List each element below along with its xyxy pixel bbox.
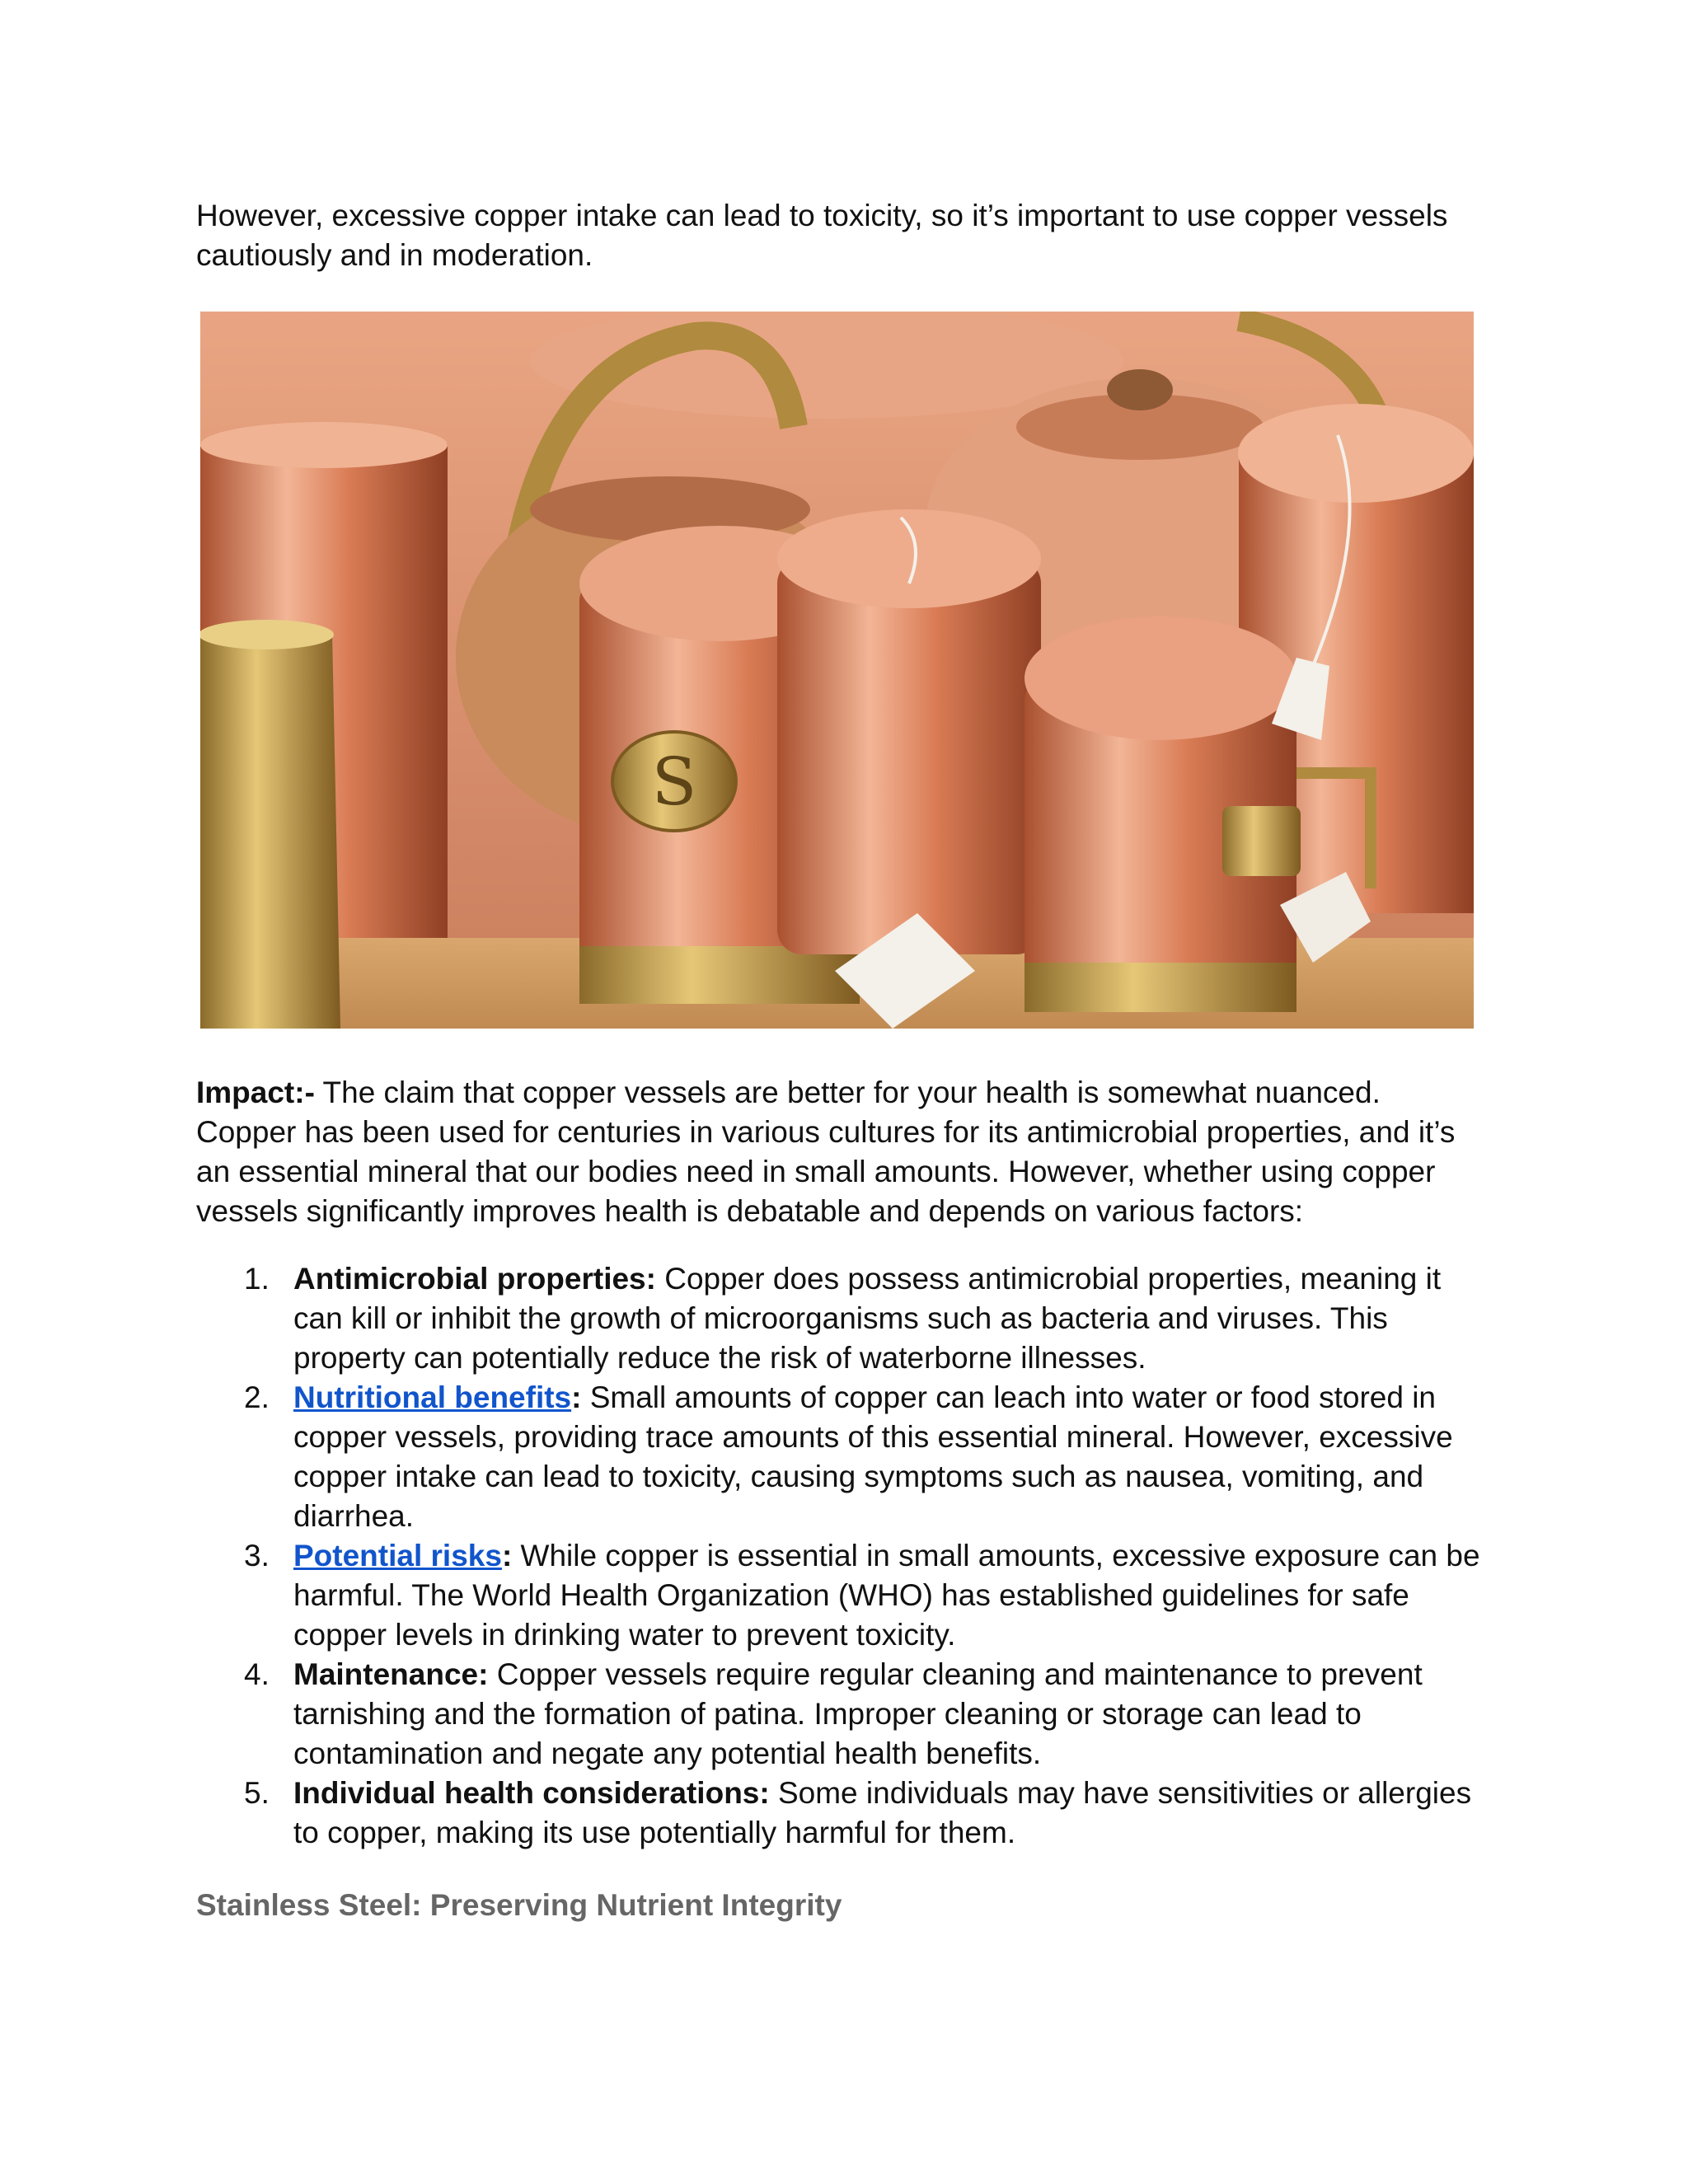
intro-paragraph: However, excessive copper intake can lead to toxicity, so it’s important to use copper vessels cautiously and in moderation. <box>196 199 1448 272</box>
list-item-colon: : <box>501 1539 513 1572</box>
list-item <box>196 1536 1486 1655</box>
list-item <box>196 1774 1486 1853</box>
list-number: 2. <box>244 1380 270 1414</box>
list-number: 1. <box>244 1262 270 1296</box>
list-item-text: While copper is essential in small amounts, excessive exposure can be harmful. The World Health Organization (WHO) has established guidelines for safe copper levels in drinking water to prevent toxicity. <box>293 1539 1480 1652</box>
list-item-text: Small amounts of copper can leach into water or food stored in copper vessels, providing trace amounts of this essential mineral. However, excessive copper intake can lead to toxicity, causing symptoms such as nausea, vomiting, and diarrhea. <box>293 1380 1453 1533</box>
list-item-title: Maintenance: <box>293 1657 489 1691</box>
nutritional-benefits-link[interactable]: Nutritional benefits <box>293 1380 572 1414</box>
list-item <box>196 1655 1486 1774</box>
impact-paragraph <box>196 1073 1486 1231</box>
list-item <box>196 1259 1486 1378</box>
list-number: 3. <box>244 1539 270 1572</box>
list-item-text: Copper does possess antimicrobial properties, meaning it can kill or inhibit the growth of microorganisms such as bacteria and viruses. This property can potentially reduce the risk of waterborne illnesses. <box>293 1262 1442 1375</box>
list-item-text: Copper vessels require regular cleaning and maintenance to prevent tarnishing and the formation of patina. Improper cleaning or storage can lead to contamination and negate any potential health benefits. <box>293 1657 1423 1770</box>
factors-list <box>196 1259 1486 1853</box>
list-item-colon: : <box>571 1380 582 1414</box>
vessel-emblem-letter: S <box>651 743 697 820</box>
list-number: 5. <box>244 1776 270 1810</box>
list-item <box>196 1378 1486 1536</box>
impact-label: Impact:- <box>196 1076 315 1109</box>
list-item-title: Antimicrobial properties: <box>293 1262 656 1296</box>
list-item-text: Some individuals may have sensitivities or allergies to copper, making its use potentially harmful for them. <box>293 1776 1472 1849</box>
potential-risks-link[interactable]: Potential risks <box>293 1539 502 1572</box>
impact-text: The claim that copper vessels are better for your health is somewhat nuanced. Copper has been used for centuries in various cultures for its antimicrobial properties, and it’s an essential mineral that our bodies need in small amounts. However, whether using copper vessels significantly improves health is debatable and depends on various factors: <box>196 1076 1456 1228</box>
copper-vessels-photo <box>200 312 1474 1029</box>
section-heading: Stainless Steel: Preserving Nutrient Integrity <box>196 1888 842 1922</box>
list-item-title: Individual health considerations: <box>293 1776 770 1810</box>
list-number: 4. <box>244 1657 270 1691</box>
